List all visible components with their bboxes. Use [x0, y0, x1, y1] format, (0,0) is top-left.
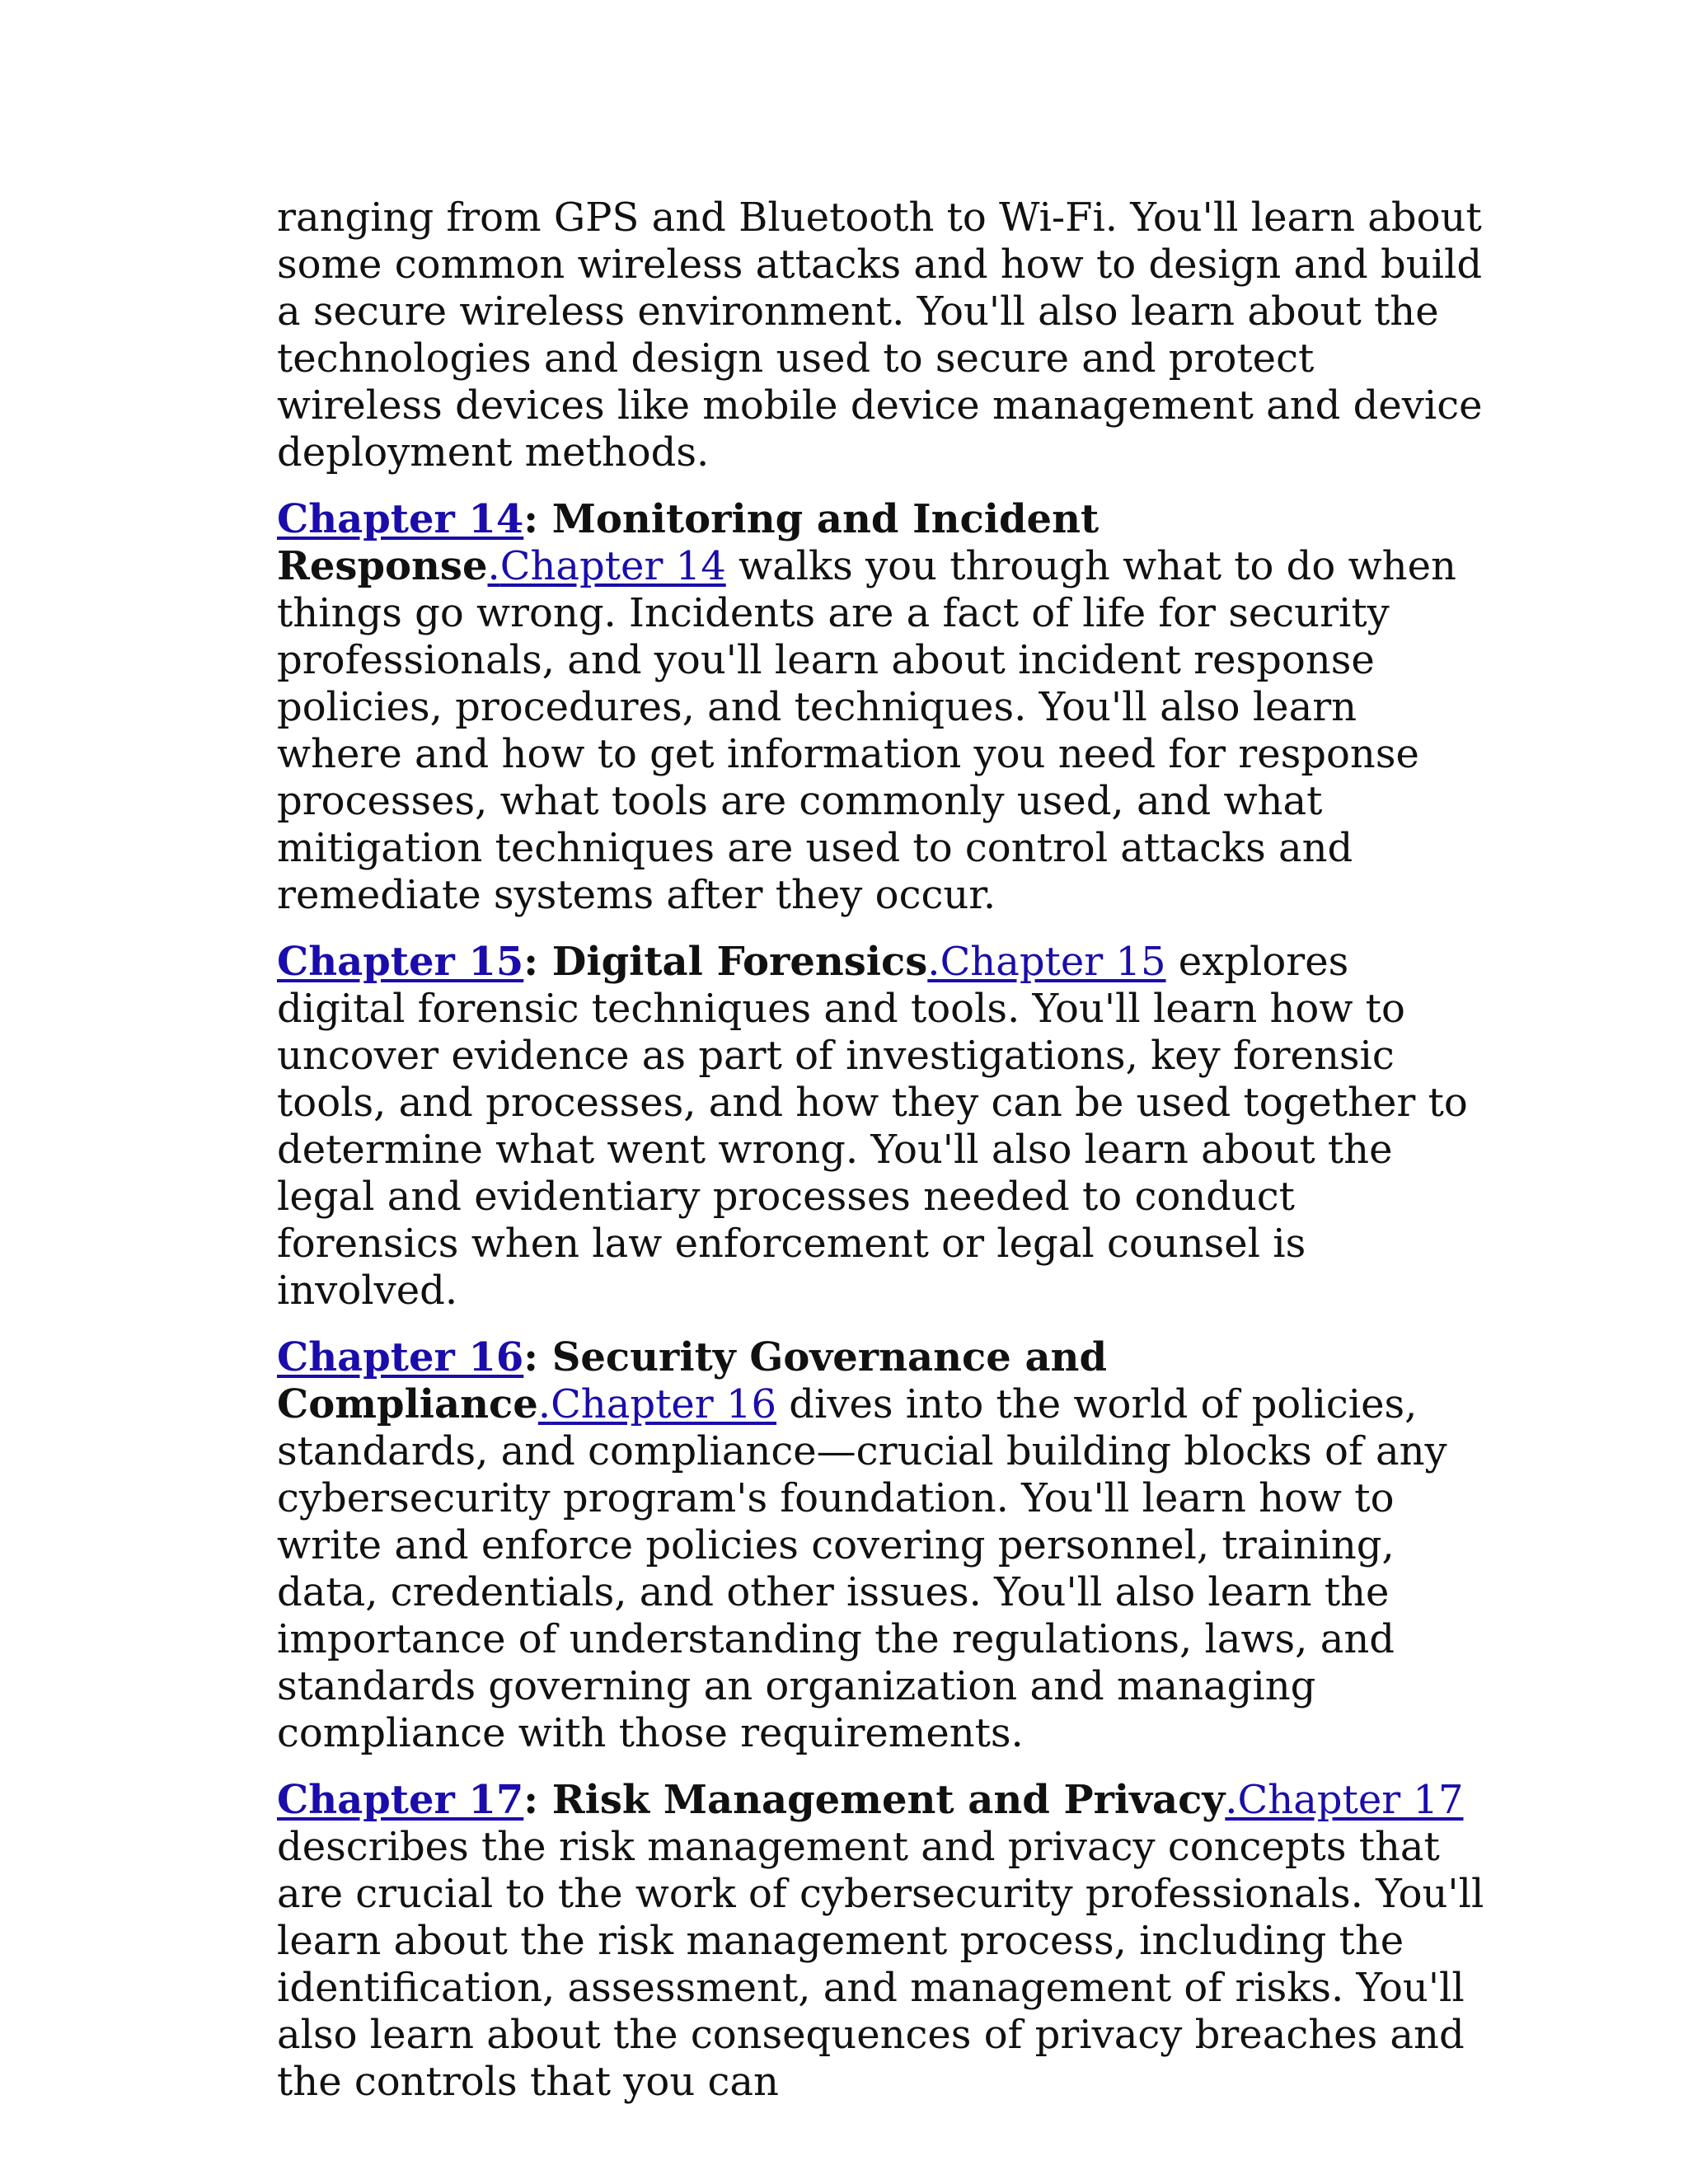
chapter-16-title: : Security Governance and Compliance: [277, 1334, 1107, 1427]
chapter-14-body: walks you through what to do when things go wrong. Incidents are a fact of life for security professionals, and you'll learn about incident response policies, procedures, and techniques. You'll also learn where and how to get information you need for response processes, what tools are commonly used, and what mitigation techniques are used to control attacks and remediate systems after they occur.: [277, 543, 1456, 918]
chapter-17-period: .: [1225, 1777, 1238, 1823]
chapter-16-paragraph: [277, 1334, 1489, 1757]
chapter-17-title: : Risk Management and Privacy: [523, 1777, 1226, 1823]
chapter-15-body: explores digital forensic techniques and tools. You'll learn how to uncover evidence as part of investigations, key forensic tools, and processes, and how they can be used together to determine what went wrong. You'll also learn about the legal and evidentiary processes needed to conduct forensics when law enforcement or legal counsel is involved.: [277, 939, 1468, 1314]
chapter-17-body: describes the risk management and privacy concepts that are crucial to the work of cybersecurity professionals. You'll learn about the risk management process, including the identification, assessment, and management of risks. You'll also learn about the consequences of privacy breaches and the controls that you can: [277, 1824, 1484, 2105]
chapter-14-heading-link[interactable]: Chapter 14: [277, 496, 524, 542]
chapter-15-paragraph: [277, 939, 1489, 1315]
chapter-17-inline-link[interactable]: Chapter 17: [1237, 1777, 1464, 1823]
chapter-16-heading-link[interactable]: Chapter 16: [277, 1334, 524, 1380]
chapter-14-inline-link[interactable]: Chapter 14: [499, 543, 726, 589]
chapter-17-heading-link[interactable]: Chapter 17: [277, 1777, 524, 1823]
chapter-15-heading-link[interactable]: Chapter 15: [277, 939, 524, 985]
chapter-16-body: dives into the world of policies, standards, and compliance—crucial building blocks of any cybersecurity program's foundation. You'll learn how to write and enforce policies covering personnel, training, data, credentials, and other issues. You'll also learn the importance of understanding the regulations, laws, and standards governing an organization and managing compliance with those requirements.: [277, 1381, 1447, 1756]
intro-paragraph: ranging from GPS and Bluetooth to Wi-Fi. You'll learn about some common wireless attacks and how to design and build a secure wireless environment. You'll also learn about the technologies and design used to secure and protect wireless devices like mobile device management and device deployment methods.: [277, 194, 1483, 476]
chapter-14-paragraph: [277, 496, 1489, 919]
chapter-15-title: : Digital Forensics: [523, 939, 928, 985]
text-column: [277, 194, 1489, 2125]
chapter-17-paragraph: [277, 1777, 1489, 2106]
chapter-16-inline-link[interactable]: Chapter 16: [551, 1381, 777, 1427]
chapter-14-title: : Monitoring and Incident Response: [277, 496, 1100, 589]
chapter-14-period: .: [487, 543, 500, 589]
chapter-15-inline-link[interactable]: Chapter 15: [940, 939, 1166, 985]
chapter-15-period: .: [927, 939, 940, 985]
chapter-16-period: .: [537, 1381, 551, 1427]
